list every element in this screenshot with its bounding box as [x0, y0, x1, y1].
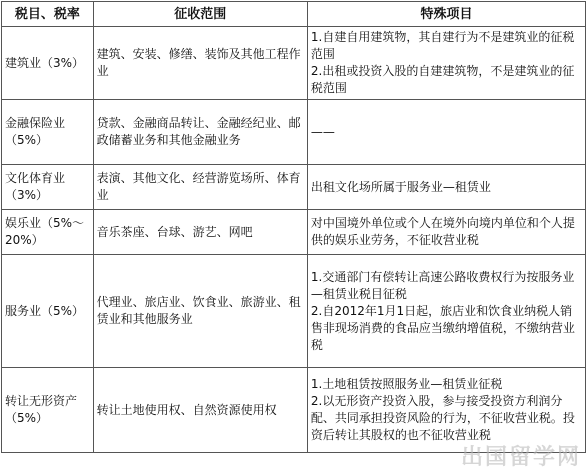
item-name: 金融保险业: [5, 116, 65, 130]
item-cell: [2, 210, 94, 255]
item-name: 建筑业: [5, 56, 41, 70]
table-row: [2, 100, 586, 165]
item-name: 转让无形资产: [5, 394, 77, 408]
item-rate: （5%）: [5, 411, 48, 425]
table-row: [2, 27, 586, 100]
table-row: [2, 368, 586, 453]
special-cell: [307, 27, 585, 100]
special-line: 2.出租或投资入股的自建建筑物，不是建筑业的征税范围: [311, 63, 582, 97]
table-header: [2, 2, 586, 27]
header-row: [2, 2, 586, 27]
scope-cell: 代理业、旅店业、饮食业、旅游业、租赁业和其他服务业: [93, 255, 307, 368]
special-line: 2.以无形资产投资入股，参与接受投资方利润分配、共同承担投资风险的行为，不征收营业税。投资后转让其股权的也不征收营业税: [311, 393, 582, 444]
table-body: [2, 27, 586, 453]
special-line: 1.自建自用建筑物，其自建行为不是建筑业的征税范围: [311, 29, 582, 63]
scope-cell: 转让土地使用权、自然资源使用权: [93, 368, 307, 453]
special-cell: [307, 368, 585, 453]
item-name: 服务业: [5, 304, 41, 318]
special-line: ——: [311, 124, 582, 141]
scope-cell: 贷款、金融商品转让、金融经纪业、邮政储蓄业务和其他金融业务: [93, 100, 307, 165]
special-line: 出租文化场所属于服务业—租赁业: [311, 179, 582, 196]
item-name: 文化体育业: [5, 171, 65, 185]
tax-rate-table: [1, 1, 586, 453]
special-line: 对中国境外单位或个人在境外向境内单位和个人提供的娱乐业劳务，不征收营业税: [311, 215, 582, 249]
item-cell: [2, 255, 94, 368]
special-line: 1.交通部门有偿转让高速公路收费权行为按服务业—租赁业税目征税: [311, 269, 582, 303]
header-scope: 征收范围: [93, 2, 307, 27]
special-line: 1.土地租赁按照服务业—租赁业征税: [311, 376, 582, 393]
item-name: 娱乐业: [5, 216, 41, 230]
item-cell: [2, 165, 94, 210]
scope-cell: 音乐茶座、台球、游艺、网吧: [93, 210, 307, 255]
item-rate: （5%）: [41, 304, 84, 318]
special-cell: [307, 210, 585, 255]
table-row: [2, 165, 586, 210]
watermark: 出国留学网: [461, 440, 581, 471]
table-row: [2, 255, 586, 368]
special-cell: [307, 165, 585, 210]
special-line: 2.自2012年1月1日起，旅店业和饮食业纳税人销售非现场消费的食品应当缴纳增值税，不缴纳营业税: [311, 303, 582, 354]
scope-cell: 建筑、安装、修缮、装饰及其他工程作业: [93, 27, 307, 100]
item-cell: [2, 27, 94, 100]
table-row: [2, 210, 586, 255]
special-cell: [307, 100, 585, 165]
item-rate: （3%）: [41, 56, 84, 70]
header-item-rate: 税目、税率: [2, 2, 94, 27]
item-cell: [2, 100, 94, 165]
item-rate: （5%）: [5, 133, 48, 147]
item-rate: （5%～20%）: [5, 216, 84, 247]
item-rate: （3%）: [5, 188, 48, 202]
scope-cell: 表演、其他文化、经营游览场所、体育业: [93, 165, 307, 210]
header-special: 特殊项目: [307, 2, 585, 27]
item-cell: [2, 368, 94, 453]
special-cell: [307, 255, 585, 368]
